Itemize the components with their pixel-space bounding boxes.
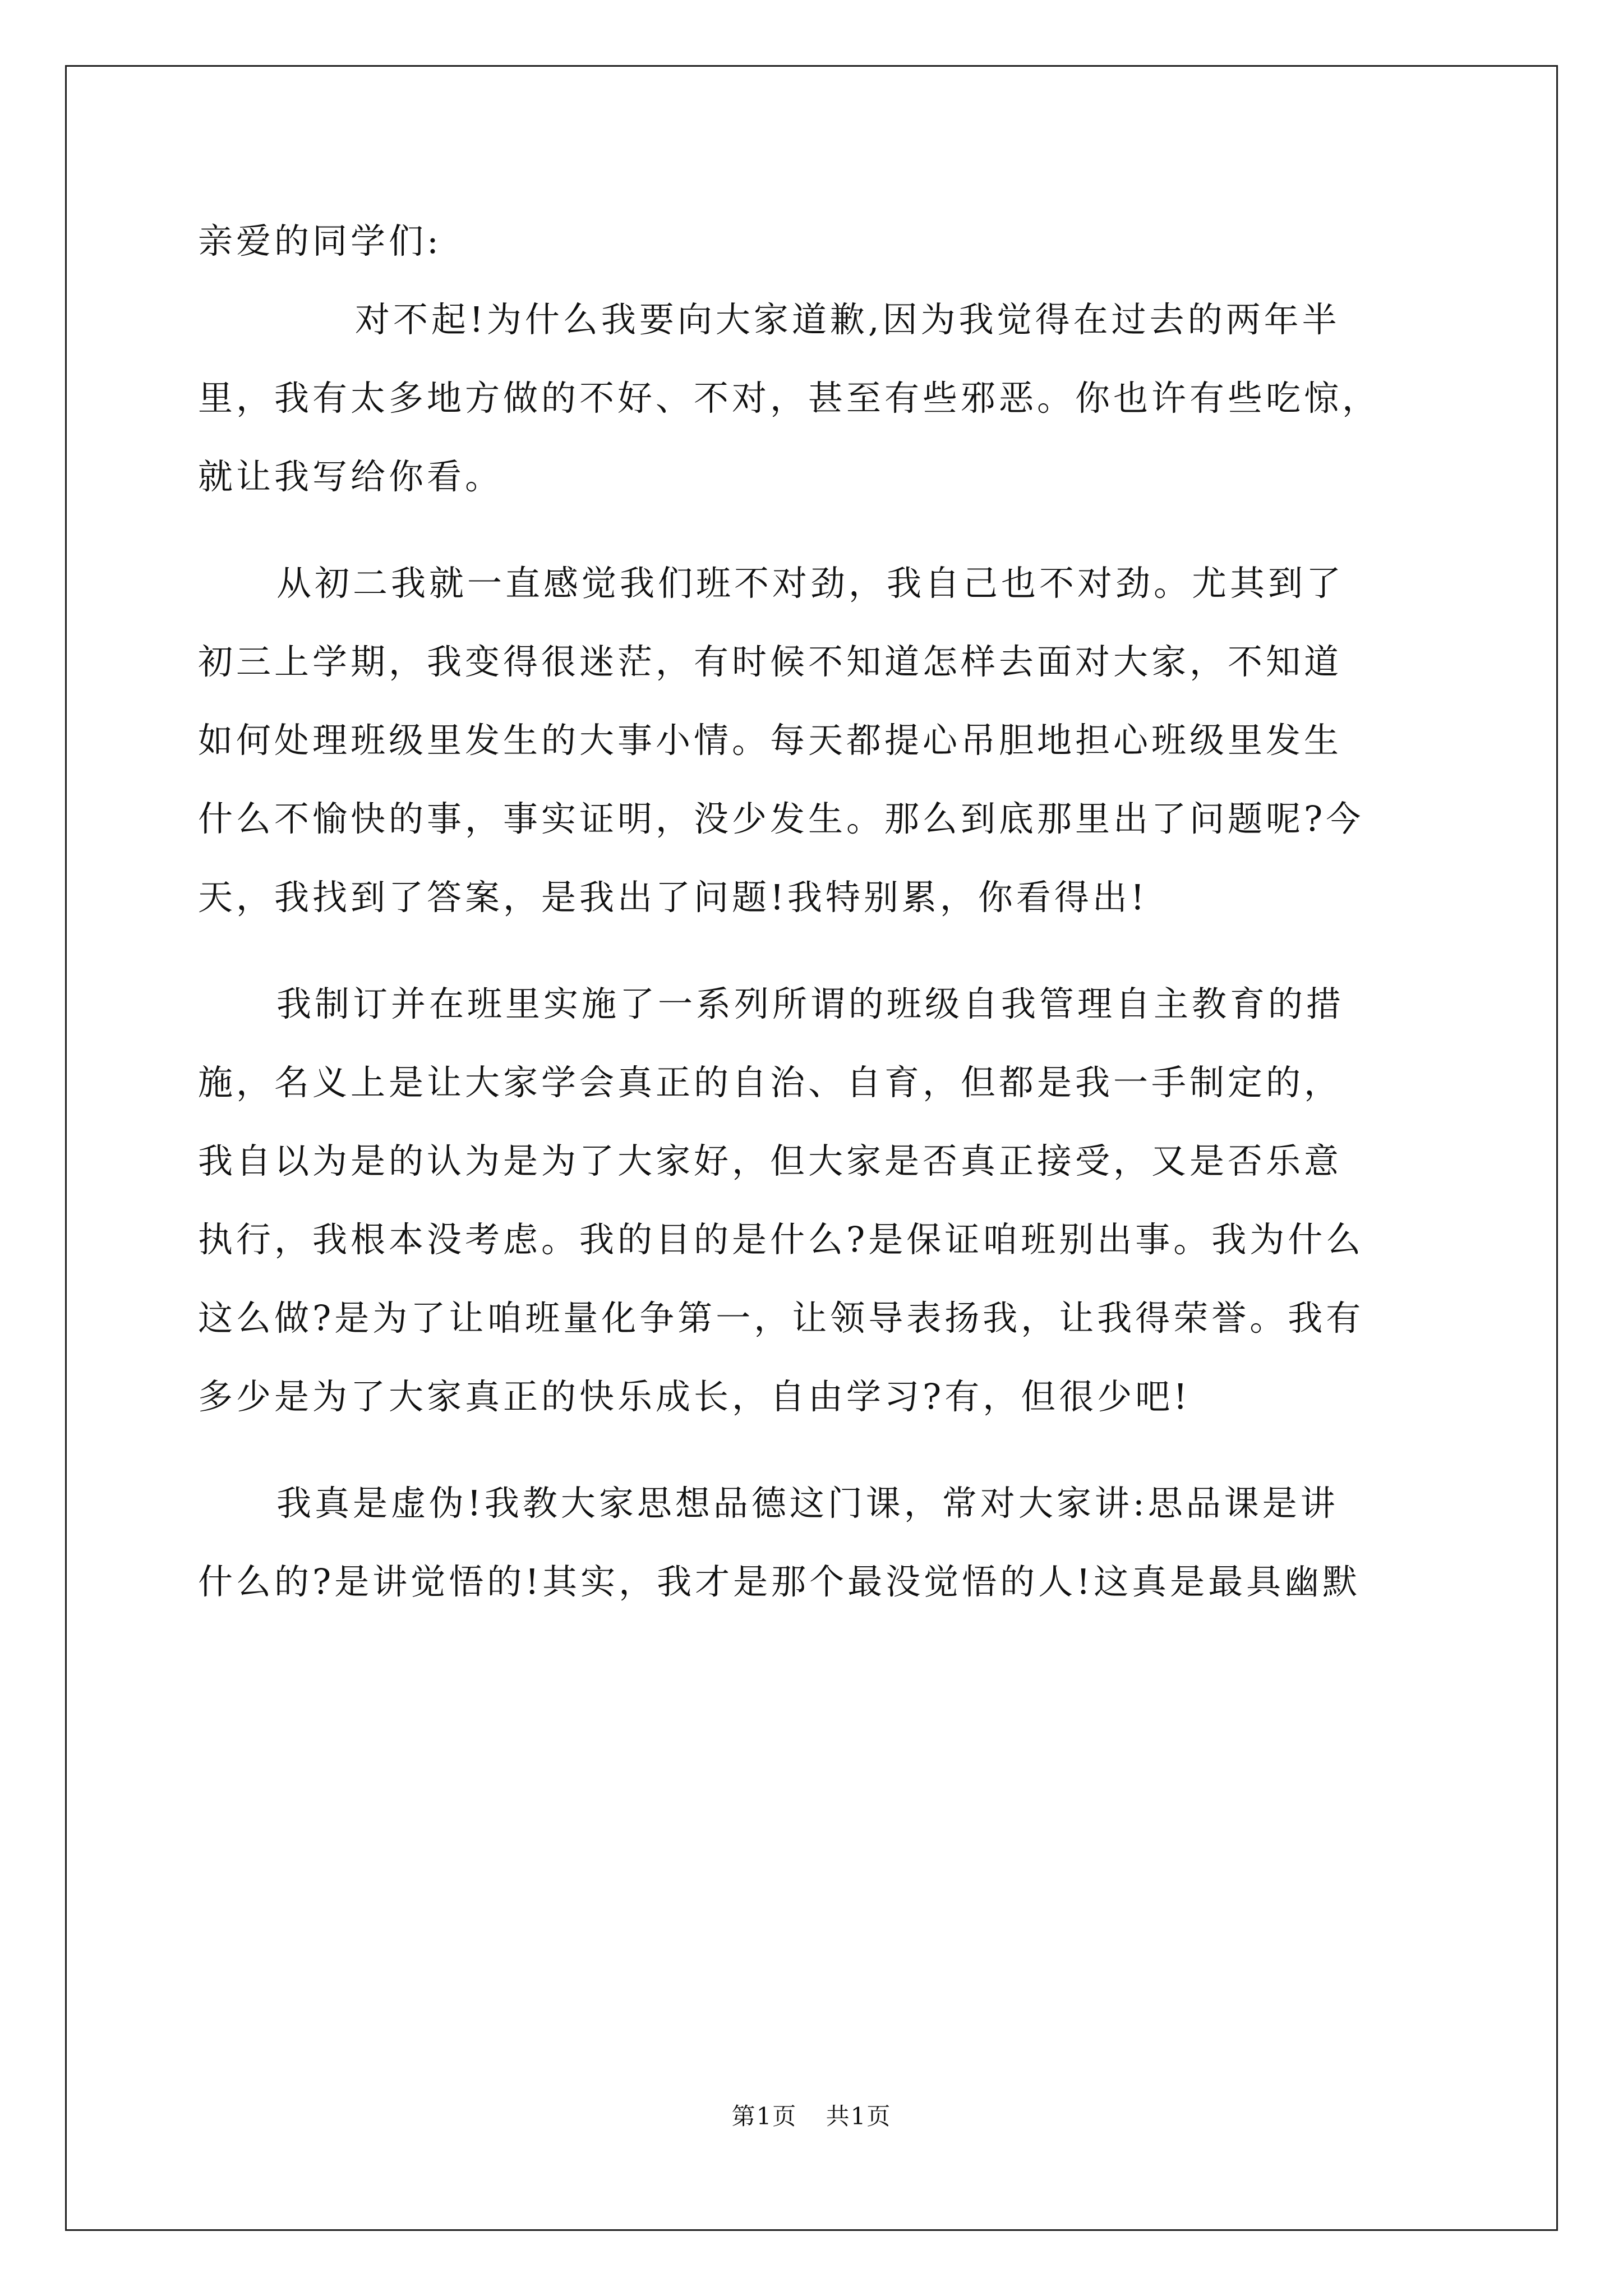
document-body bbox=[198, 202, 1432, 1621]
text-line: 从初二我就一直感觉我们班不对劲，我自己也不对劲。尤其到了 bbox=[276, 563, 1345, 604]
paragraph-2 bbox=[198, 544, 1432, 937]
text-line: 我制订并在班里实施了一系列所谓的班级自我管理自主教育的措 bbox=[276, 983, 1345, 1024]
paragraph-3 bbox=[198, 965, 1432, 1436]
page-number-total: 共1页 bbox=[826, 2102, 892, 2130]
text-line: 初三上学期，我变得很迷茫，有时候不知道怎样去面对大家，不知道 bbox=[198, 641, 1343, 682]
text-line: 就让我写给你看。 bbox=[198, 456, 504, 497]
page-footer bbox=[0, 2098, 1623, 2132]
text-line: 执行，我根本没考虑。我的目的是什么?是保证咱班别出事。我为什么 bbox=[198, 1219, 1364, 1260]
text-line: 对不起!为什么我要向大家道歉,因为我觉得在过去的两年半 bbox=[355, 299, 1340, 340]
paragraph-1 bbox=[198, 280, 1432, 516]
text-line: 这么做?是为了让咱班量化争第一，让领导表扬我，让我得荣誉。我有 bbox=[198, 1297, 1364, 1338]
paragraph-4 bbox=[198, 1464, 1432, 1621]
text-line: 什么不愉快的事，事实证明，没少发生。那么到底那里出了问题呢?今 bbox=[198, 798, 1364, 839]
salutation: 亲爱的同学们: bbox=[198, 220, 442, 261]
text-line: 天，我找到了答案，是我出了问题!我特别累，你看得出! bbox=[198, 877, 1148, 918]
page-number-current: 第1页 bbox=[731, 2102, 797, 2130]
text-line: 我自以为是的认为是为了大家好，但大家是否真正接受，又是否乐意 bbox=[198, 1140, 1343, 1181]
text-line: 施，名义上是让大家学会真正的自治、自育，但都是我一手制定的， bbox=[198, 1062, 1343, 1103]
text-line: 什么的?是讲觉悟的!其实，我才是那个最没觉悟的人!这真是最具幽默 bbox=[198, 1561, 1361, 1602]
text-line: 多少是为了大家真正的快乐成长，自由学习?有，但很少吧! bbox=[198, 1376, 1191, 1417]
text-line: 如何处理班级里发生的大事小情。每天都提心吊胆地担心班级里发生 bbox=[198, 720, 1343, 761]
text-line: 里，我有太多地方做的不好、不对，甚至有些邪恶。你也许有些吃惊， bbox=[198, 378, 1381, 418]
text-line: 我真是虚伪!我教大家思想品德这门课，常对大家讲:思品课是讲 bbox=[276, 1483, 1339, 1524]
